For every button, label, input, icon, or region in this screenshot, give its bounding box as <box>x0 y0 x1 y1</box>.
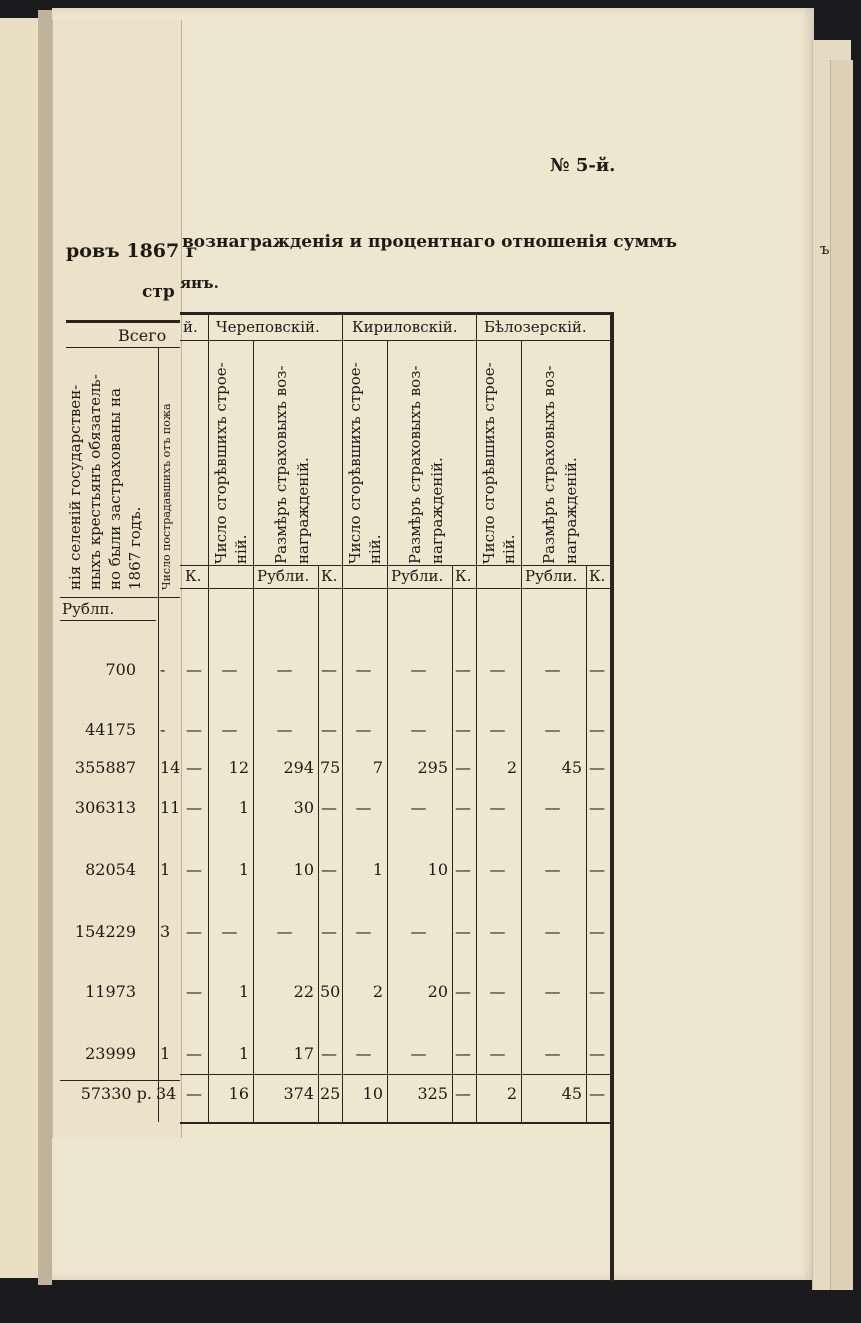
strip-value: 82054 <box>85 860 136 879</box>
strip-col2-label: Число пострадавшихъ отъ пожа <box>160 403 173 590</box>
table-cell-be_r: — <box>544 720 561 739</box>
table-cell-be_k: — <box>589 1044 605 1063</box>
partial-col-cell: — <box>186 860 202 879</box>
table-cell-ki_k: — <box>455 1044 471 1063</box>
table-cell-ki_k: — <box>455 982 471 1001</box>
strip-value: 23999 <box>85 1044 136 1063</box>
strip-header-rule <box>60 597 180 598</box>
strip-total-col2: 34 <box>156 1084 177 1103</box>
total-cell-ch_n: 16 <box>228 1084 249 1103</box>
table-cell-be_n: 2 <box>506 758 517 777</box>
page-number: № 5-й. <box>550 155 616 176</box>
table-bottom-rule <box>180 1122 610 1124</box>
strip-col2-value: - <box>160 720 166 739</box>
total-cell-ki_n: 10 <box>362 1084 383 1103</box>
col-line-2 <box>253 340 254 1122</box>
strip-col2-value: 11 <box>160 798 181 817</box>
table-cell-ki_n: — <box>355 1044 372 1063</box>
partial-col-cell: — <box>186 798 202 817</box>
partial-unit: К. <box>185 567 202 585</box>
table-cell-ki_r: — <box>410 1044 427 1063</box>
col-line-3 <box>318 566 319 1122</box>
partial-col-cell: — <box>186 758 202 777</box>
total-cell-ki_k: — <box>455 1084 471 1103</box>
table-cell-ki_k: — <box>455 758 471 777</box>
table-cell-ki_k: — <box>455 860 471 879</box>
ki-amount-label-1: Размѣръ страховыхъ воз- <box>406 365 424 564</box>
table-cell-be_r: — <box>544 982 561 1001</box>
strip-title-rule <box>66 347 180 348</box>
district-kirillov: Кириловскій. <box>352 318 458 336</box>
strip-total-rule <box>60 1080 180 1081</box>
strip-col2-value: 14 <box>160 758 181 777</box>
table-cell-ch_k: — <box>321 720 337 739</box>
table-cell-ch_n: — <box>221 660 238 679</box>
right-page-edges-inner <box>830 60 853 1290</box>
table-cell-be_k: — <box>589 922 605 941</box>
partial-col-total: — <box>186 1084 202 1103</box>
col-line-4 <box>342 312 343 1122</box>
ki-count-label-2: ній. <box>366 534 384 564</box>
table-cell-be_k: — <box>589 660 605 679</box>
table-cell-be_n: — <box>489 860 506 879</box>
table-cell-be_n: — <box>489 1044 506 1063</box>
table-cell-ch_k: — <box>321 798 337 817</box>
table-cell-ki_n: — <box>355 922 372 941</box>
table-cell-ch_r: 294 <box>283 758 314 777</box>
strip-col2-value: 1 <box>160 860 171 879</box>
units-top-rule <box>180 565 610 566</box>
ch-amount-label-1: Размѣръ страховыхъ воз- <box>272 365 290 564</box>
strip-unit-rule <box>60 620 156 621</box>
table-cell-be_n: — <box>489 798 506 817</box>
table-cell-ch_r: 17 <box>293 1044 314 1063</box>
table-cell-be_r: — <box>544 860 561 879</box>
district-cherepovets: Череповскій. <box>216 318 320 336</box>
strip-title: Всего <box>118 326 167 345</box>
table-right-border <box>610 312 614 1282</box>
col-line-6 <box>452 566 453 1122</box>
total-cell-ch_r: 374 <box>283 1084 314 1103</box>
table-cell-be_n: — <box>489 720 506 739</box>
table-cell-ki_k: — <box>455 660 471 679</box>
table-cell-ki_r: 295 <box>417 758 448 777</box>
strip-col2-value: - <box>160 660 166 679</box>
partial-district: й. <box>183 318 198 336</box>
table-cell-be_k: — <box>589 758 605 777</box>
strip-col1-line1: нія селеній государствен- <box>66 384 84 590</box>
be-count-label-2: ній. <box>500 534 518 564</box>
be-amount-label-1: Размѣръ страховыхъ воз- <box>540 365 558 564</box>
table-cell-be_n: — <box>489 660 506 679</box>
strip-col2-value: 3 <box>160 922 171 941</box>
table-cell-ch_k: — <box>321 1044 337 1063</box>
table-cell-ch_n: — <box>221 922 238 941</box>
strip-value: 154229 <box>74 922 136 941</box>
strip-total: 57330 р. <box>80 1084 152 1103</box>
ki-count-label-1: Число сгорѣвшихъ строе- <box>346 362 364 564</box>
table-cell-be_r: — <box>544 660 561 679</box>
header-line1-left: ровъ 1867 г <box>66 240 198 262</box>
table-cell-be_r: — <box>544 1044 561 1063</box>
table-cell-ch_r: 10 <box>293 860 314 879</box>
total-cell-be_k: — <box>589 1084 605 1103</box>
be-unit-rub: Рубли. <box>525 567 578 585</box>
table-cell-ki_n: 7 <box>372 758 383 777</box>
col-line-7 <box>476 312 477 1122</box>
be-amount-label-2: награжденій. <box>562 457 580 564</box>
table-cell-ch_r: — <box>276 660 293 679</box>
partial-col-cell: — <box>186 1044 202 1063</box>
header-line2-left: стр <box>142 282 175 302</box>
table-cell-ch_n: 1 <box>238 1044 249 1063</box>
strip-value: 700 <box>105 660 136 679</box>
header-line1-right: вознагражденія и процентнаго отношенія суммъ <box>182 232 678 252</box>
table-cell-ki_r: — <box>410 660 427 679</box>
table-cell-be_k: — <box>589 720 605 739</box>
col-line-8 <box>521 340 522 1122</box>
table-cell-ch_k: — <box>321 922 337 941</box>
table-cell-be_k: — <box>589 798 605 817</box>
table-cell-be_r: 45 <box>561 758 582 777</box>
col-line-5 <box>387 340 388 1122</box>
total-cell-be_r: 45 <box>561 1084 582 1103</box>
edge-mark: ъ <box>820 240 830 258</box>
ch-count-label-2: ній. <box>232 534 250 564</box>
strip-col1-line4: 1867 годъ. <box>126 506 144 590</box>
strip-unit: Рублп. <box>62 600 115 618</box>
partial-col-cell: — <box>186 720 202 739</box>
table-cell-ch_r: 30 <box>293 798 314 817</box>
ch-amount-label-2: награжденій. <box>294 457 312 564</box>
ch-count-label-1: Число сгорѣвшихъ строе- <box>212 362 230 564</box>
ki-unit-rub: Рубли. <box>391 567 444 585</box>
ch-unit-rub: Рубли. <box>257 567 310 585</box>
strip-col2-value: 1 <box>160 1044 171 1063</box>
strip-top-rule <box>66 320 180 323</box>
table-cell-be_r: — <box>544 798 561 817</box>
table-cell-ch_r: — <box>276 720 293 739</box>
table-cell-ki_r: — <box>410 720 427 739</box>
table-cell-ki_n: — <box>355 660 372 679</box>
totals-top-rule <box>180 1074 610 1075</box>
table-cell-ki_r: 10 <box>427 860 448 879</box>
table-cell-be_n: — <box>489 982 506 1001</box>
ki-unit-kop: К. <box>455 567 472 585</box>
table-cell-ki_k: — <box>455 798 471 817</box>
table-cell-ki_r: 20 <box>427 982 448 1001</box>
table-cell-ch_n: — <box>221 720 238 739</box>
table-cell-ch_n: 1 <box>238 798 249 817</box>
partial-col-cell: — <box>186 660 202 679</box>
table-cell-be_r: — <box>544 922 561 941</box>
table-cell-be_k: — <box>589 982 605 1001</box>
strip-col1-line3: но были застрахованы на <box>106 388 124 590</box>
table-cell-ch_r: — <box>276 922 293 941</box>
table-cell-ch_k: 50 <box>320 982 341 1001</box>
book-spine <box>38 10 52 1285</box>
table-cell-be_n: — <box>489 922 506 941</box>
table-cell-ki_n: — <box>355 720 372 739</box>
district-rule <box>180 340 610 341</box>
table-cell-ch_r: 22 <box>293 982 314 1001</box>
table-top-rule <box>180 312 614 315</box>
table-cell-ch_n: 1 <box>238 982 249 1001</box>
strip-value: 355887 <box>74 758 136 777</box>
header-line2-right: янъ. <box>180 274 219 292</box>
table-cell-ki_k: — <box>455 922 471 941</box>
district-belozersk: Бѣлозерскій. <box>484 318 587 336</box>
be-count-label-1: Число сгорѣвшихъ строе- <box>480 362 498 564</box>
partial-col-cell: — <box>186 922 202 941</box>
strip-col-divider <box>158 347 159 1122</box>
table-cell-ch_k: — <box>321 660 337 679</box>
table-cell-ki_r: — <box>410 922 427 941</box>
table-cell-be_k: — <box>589 860 605 879</box>
table-cell-ki_n: — <box>355 798 372 817</box>
strip-value: 44175 <box>85 720 136 739</box>
be-unit-kop: К. <box>589 567 606 585</box>
col-line-1 <box>208 312 209 1122</box>
strip-col1-line2: ныхъ крестьянъ обязатель- <box>86 374 104 590</box>
partial-col-cell: — <box>186 982 202 1001</box>
strip-value: 11973 <box>85 982 136 1001</box>
total-cell-ch_k: 25 <box>320 1084 341 1103</box>
total-cell-be_n: 2 <box>506 1084 517 1103</box>
table-cell-ch_k: 75 <box>320 758 341 777</box>
ch-unit-kop: К. <box>321 567 338 585</box>
units-bottom-rule <box>180 588 610 589</box>
table-cell-ch_k: — <box>321 860 337 879</box>
table-cell-ki_r: — <box>410 798 427 817</box>
table-cell-ch_n: 12 <box>228 758 249 777</box>
strip-value: 306313 <box>74 798 136 817</box>
table-cell-ki_n: 2 <box>372 982 383 1001</box>
col-line-9 <box>586 566 587 1122</box>
table-cell-ki_k: — <box>455 720 471 739</box>
table-cell-ki_n: 1 <box>372 860 383 879</box>
total-cell-ki_r: 325 <box>417 1084 448 1103</box>
table-cell-ch_n: 1 <box>238 860 249 879</box>
ki-amount-label-2: награжденій. <box>428 457 446 564</box>
